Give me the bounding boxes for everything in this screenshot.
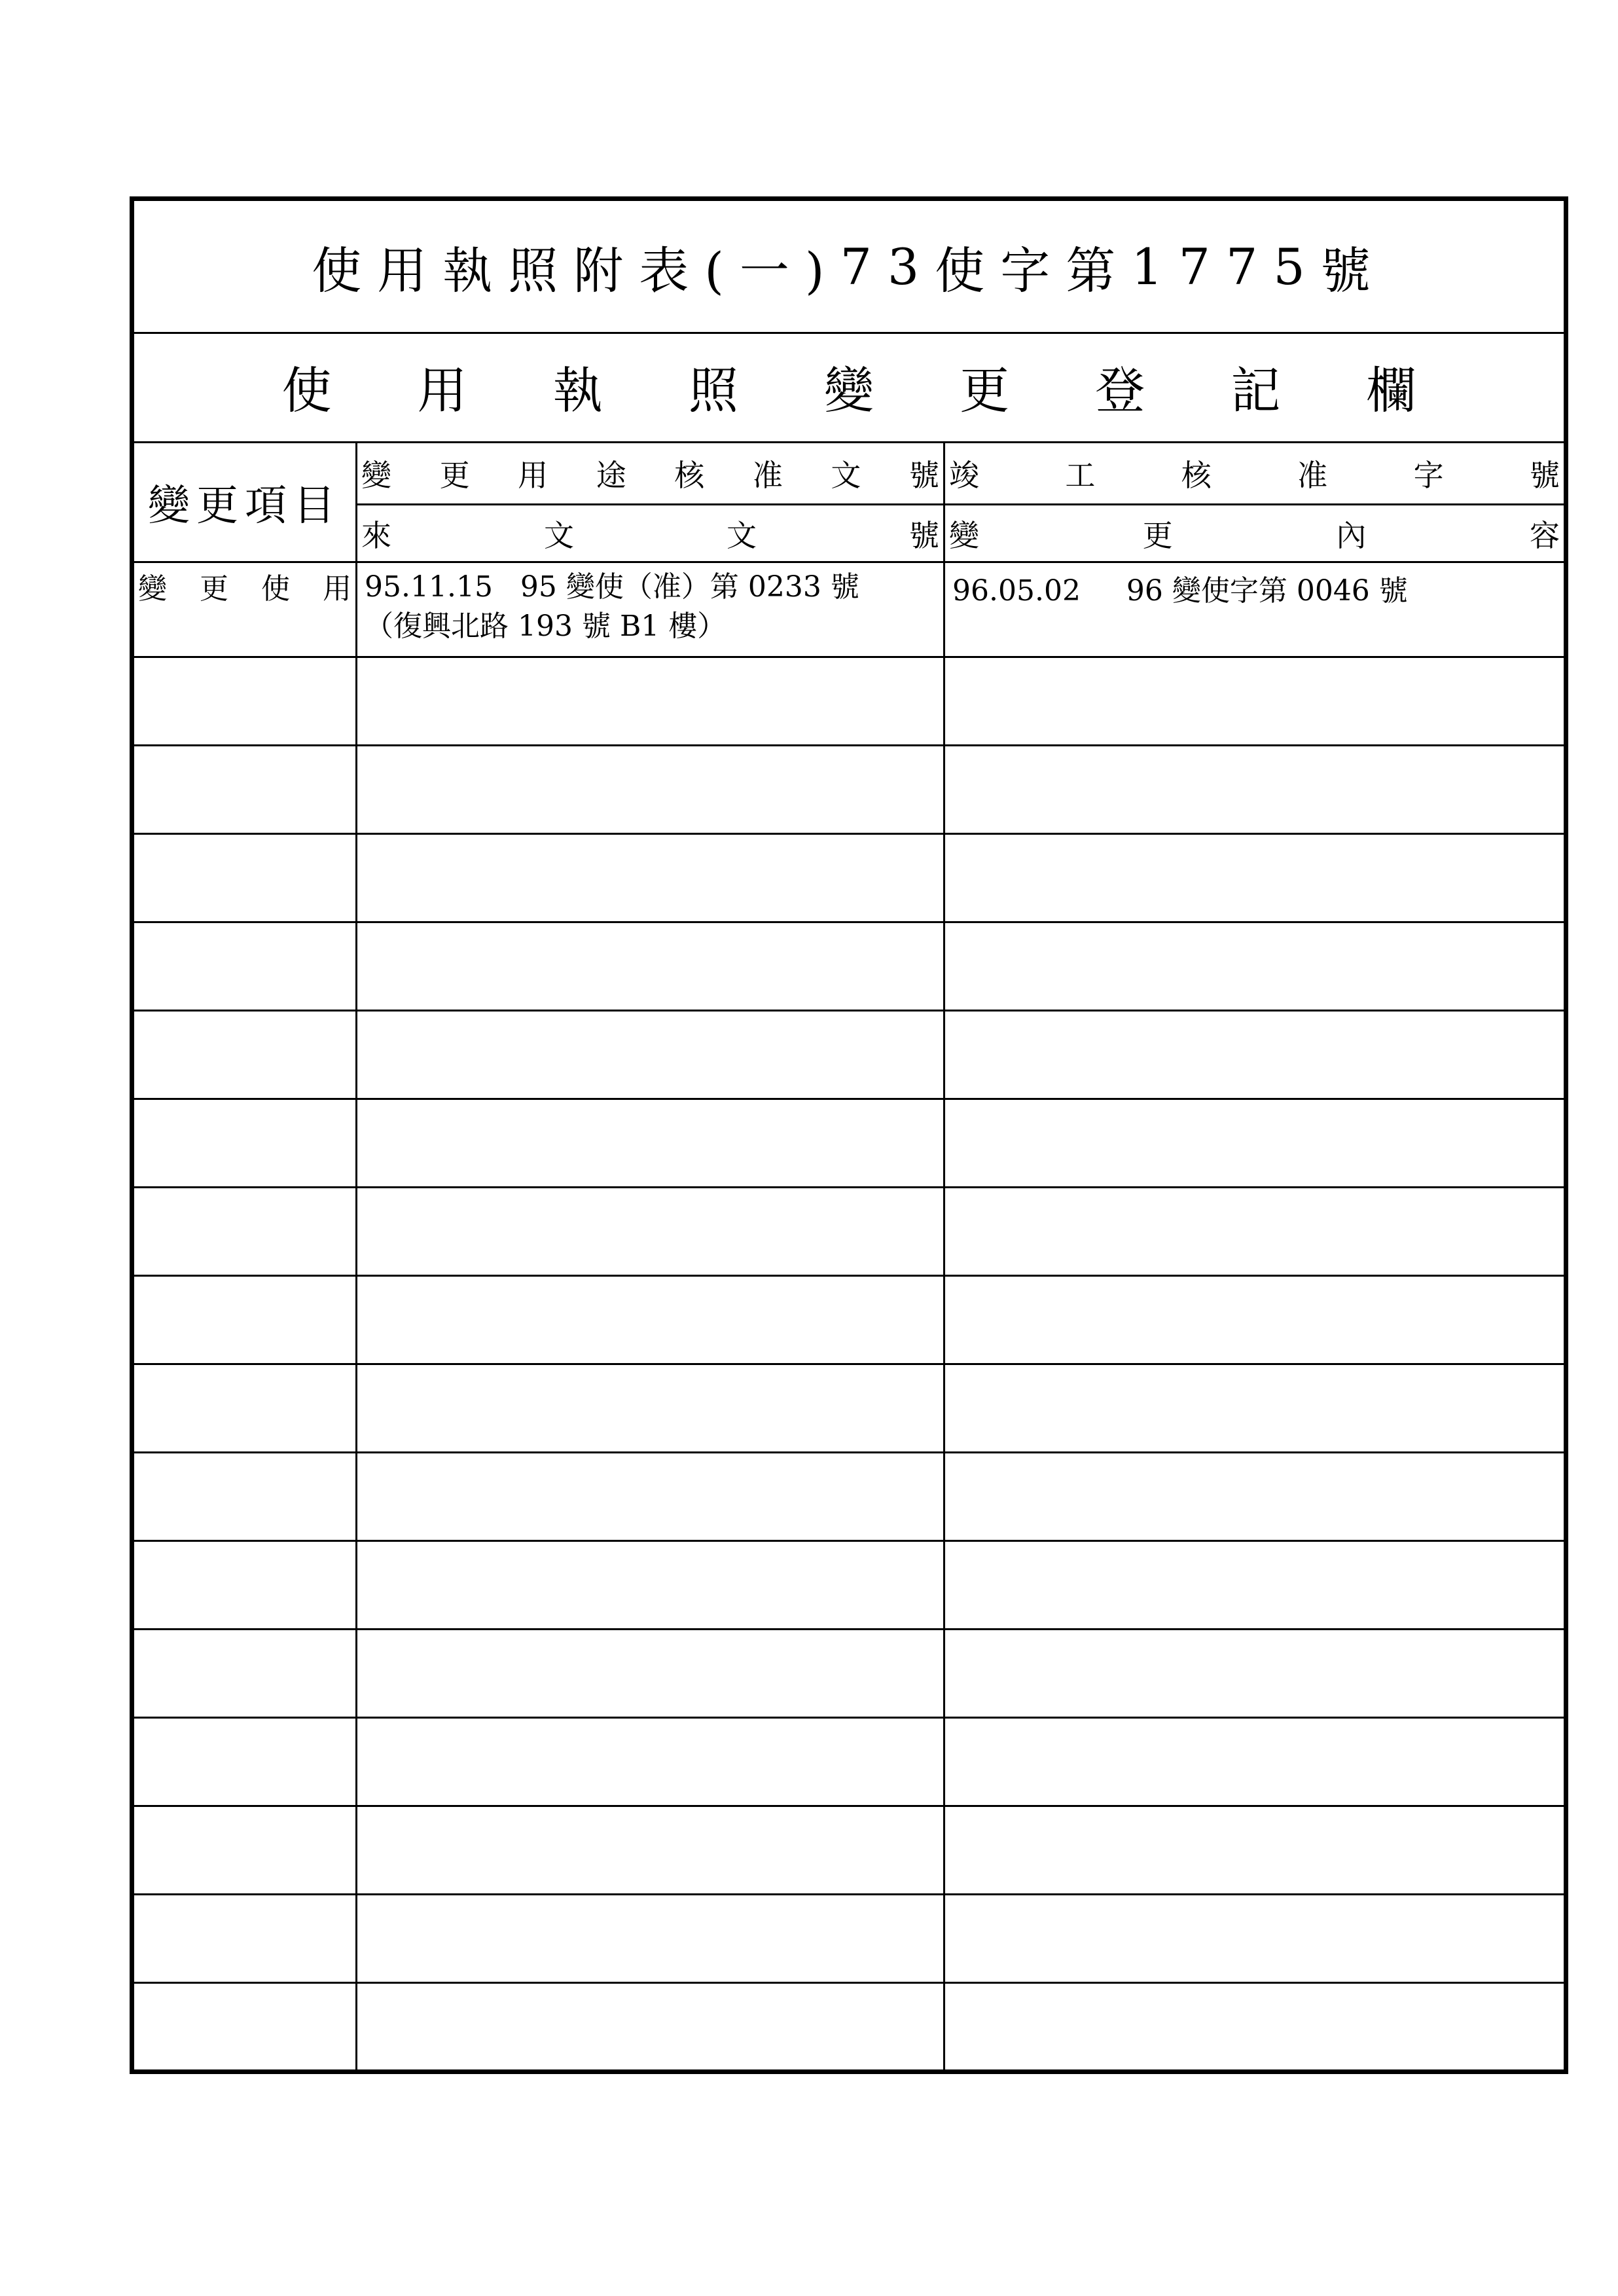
row-rule: [134, 1098, 1564, 1100]
col3-header-top: [945, 443, 1564, 503]
license-change-table: [130, 196, 1568, 2074]
title-char: 1775: [1131, 237, 1321, 296]
title-char: 用: [377, 241, 443, 300]
header-char: 字: [1413, 458, 1444, 493]
header-char: 文: [727, 517, 757, 553]
header-char: 變: [361, 458, 391, 493]
row-rule: [134, 1540, 1564, 1542]
header-char: 工: [1065, 458, 1096, 493]
title-char: 號: [1320, 241, 1386, 300]
header-char: 文: [544, 517, 574, 553]
row-item-char: 用: [323, 572, 351, 606]
header-char: 准: [752, 458, 783, 493]
col3-header-bottom: [945, 505, 1564, 561]
row-approval-line1: 95.11.15 95 變使（准）第 0233 號: [365, 570, 859, 604]
row-item: [134, 563, 355, 609]
subtitle-char: 欄: [1366, 361, 1416, 420]
title-char: 附: [573, 241, 639, 300]
row-rule: [134, 1805, 1564, 1807]
row-rule: [134, 1363, 1564, 1365]
header-char: 途: [596, 458, 626, 493]
row-rule: [134, 744, 1564, 746]
header-char: 號: [909, 517, 939, 553]
row-item-char: 變: [138, 572, 167, 606]
header-char: 號: [1529, 458, 1560, 493]
document-title: [134, 201, 1564, 334]
header-char: 准: [1297, 458, 1328, 493]
row-rule: [134, 1717, 1564, 1719]
header-char: 核: [674, 458, 705, 493]
header-char: 來: [361, 517, 391, 553]
header-char: 更: [439, 458, 470, 493]
row-approval-line2: （復興北路 193 號 B1 樓）: [365, 610, 727, 643]
row-rule: [134, 1186, 1564, 1188]
header-char: 內: [1336, 517, 1367, 553]
row-rule: [134, 1628, 1564, 1630]
subtitle-char: 變: [823, 361, 874, 420]
subtitle-char: 登: [1095, 361, 1145, 420]
header-char: 變: [949, 517, 979, 553]
item-header: 變更項目: [148, 482, 342, 530]
row-rule: [134, 656, 1564, 658]
title-char: 使字第: [935, 241, 1132, 300]
subtitle-char: 使: [281, 361, 332, 420]
row-item-char: 更: [200, 572, 228, 606]
title-char: (一): [704, 241, 840, 300]
title-char: 使: [312, 241, 378, 300]
title-char: 73: [840, 237, 935, 296]
column-divider: [355, 443, 357, 2069]
subtitle-char: 用: [417, 361, 467, 420]
subtitle-char: 記: [1231, 361, 1281, 420]
title-char: 表: [639, 241, 705, 300]
title-char: 執: [442, 241, 509, 300]
section-subtitle: [134, 332, 1564, 443]
subtitle-char: 執: [552, 361, 603, 420]
header-char: 號: [908, 458, 939, 493]
title-char: 照: [508, 241, 574, 300]
row-rule: [134, 1982, 1564, 1984]
col2-header-bottom: [357, 505, 943, 561]
header-char: 核: [1181, 458, 1212, 493]
header-char: 用: [518, 458, 548, 493]
header-char: 竣: [949, 458, 979, 493]
subtitle-char: 照: [688, 361, 738, 420]
subtitle-char: 更: [960, 361, 1010, 420]
row-item-char: 使: [261, 572, 290, 606]
row-rule: [134, 1275, 1564, 1277]
row-rule: [134, 921, 1564, 923]
row-completion: 96.05.02 96 變使字第 0046 號: [952, 574, 1408, 608]
row-rule: [134, 1451, 1564, 1453]
header-char: 更: [1142, 517, 1173, 553]
row-rule: [134, 1893, 1564, 1895]
header-char: 容: [1529, 517, 1560, 553]
row-rule: [134, 833, 1564, 835]
column-divider: [943, 443, 945, 2069]
row-rule: [134, 1010, 1564, 1011]
header-char: 文: [831, 458, 861, 493]
col2-header-top: [357, 443, 943, 503]
